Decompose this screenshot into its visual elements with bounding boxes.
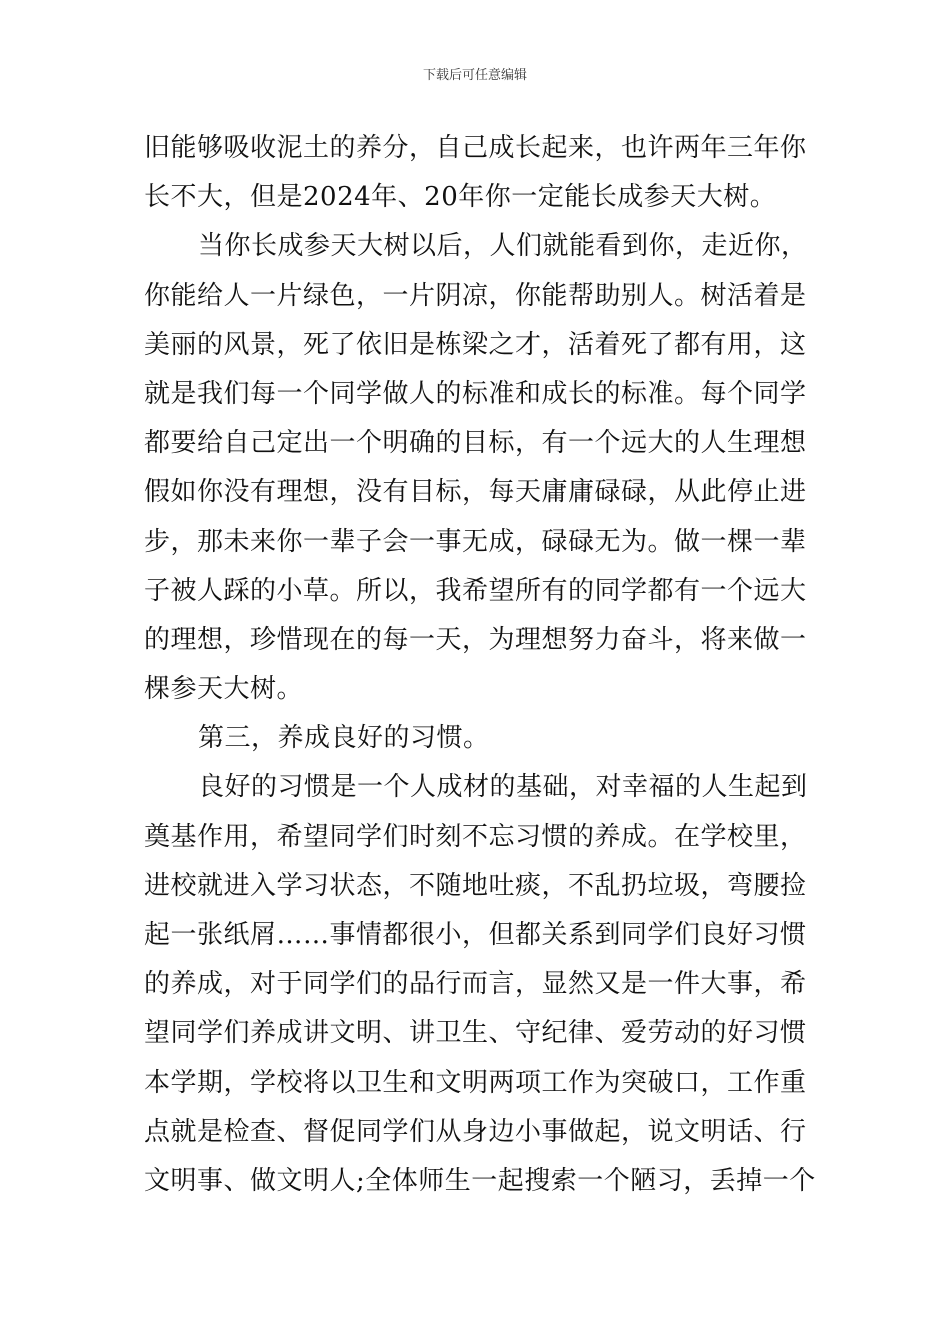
document-body	[144, 124, 816, 1206]
text-line: 文明事、做文明人;全体师生一起搜索一个陋习，丢掉一个	[144, 1165, 816, 1196]
text-line: 良好的习惯是一个人成材的基础，对幸福的人生起到	[198, 772, 808, 803]
text-line: 当你长成参天大树以后，人们就能看到你，走近你，	[198, 231, 808, 262]
text-line: 步，那未来你一辈子会一事无成，碌碌无为。做一棵一辈	[144, 526, 807, 557]
text-line: 假如你没有理想，没有目标，每天庸庸碌碌，从此停止进	[144, 477, 807, 508]
text-line: 都要给自己定出一个明确的目标，有一个远大的人生理想	[144, 428, 807, 459]
text-line: 的养成，对于同学们的品行而言，显然又是一件大事，希	[144, 969, 807, 1000]
text-line: 的理想，珍惜现在的每一天，为理想努力奋斗，将来做一	[144, 624, 807, 655]
text-line: 本学期，学校将以卫生和文明两项工作为突破口，工作重	[144, 1067, 807, 1098]
text-line: 望同学们养成讲文明、讲卫生、守纪律、爱劳动的好习惯	[144, 1018, 807, 1049]
text-line: 棵参天大树。	[144, 674, 304, 705]
text-line: 美丽的风景，死了依旧是栋梁之才，活着死了都有用，这	[144, 329, 807, 360]
text-line: 第三，养成良好的习惯。	[198, 723, 490, 754]
text-line: 进校就进入学习状态，不随地吐痰，不乱扔垃圾，弯腰捡	[144, 870, 807, 901]
text-line: 奠基作用，希望同学们时刻不忘习惯的养成。在学校里，	[144, 821, 807, 852]
text-line: 就是我们每一个同学做人的标准和成长的标准。每个同学	[144, 378, 807, 409]
text-line: 起一张纸屑……事情都很小，但都关系到同学们良好习惯	[144, 920, 807, 950]
text-line: 你能给人一片绿色，一片阴凉，你能帮助别人。树活着是	[144, 280, 807, 311]
page-header: 下载后可任意编辑	[422, 68, 527, 83]
text-line: 点就是检查、督促同学们从身边小事做起，说文明话、行	[144, 1116, 807, 1147]
text-line: 子被人踩的小草。所以，我希望所有的同学都有一个远大	[144, 575, 807, 606]
text-line: 长不大，但是2024年、20年你一定能长成参天大树。	[144, 182, 777, 213]
text-line: 旧能够吸收泥土的养分，自己成长起来，也许两年三年你	[144, 133, 807, 163]
